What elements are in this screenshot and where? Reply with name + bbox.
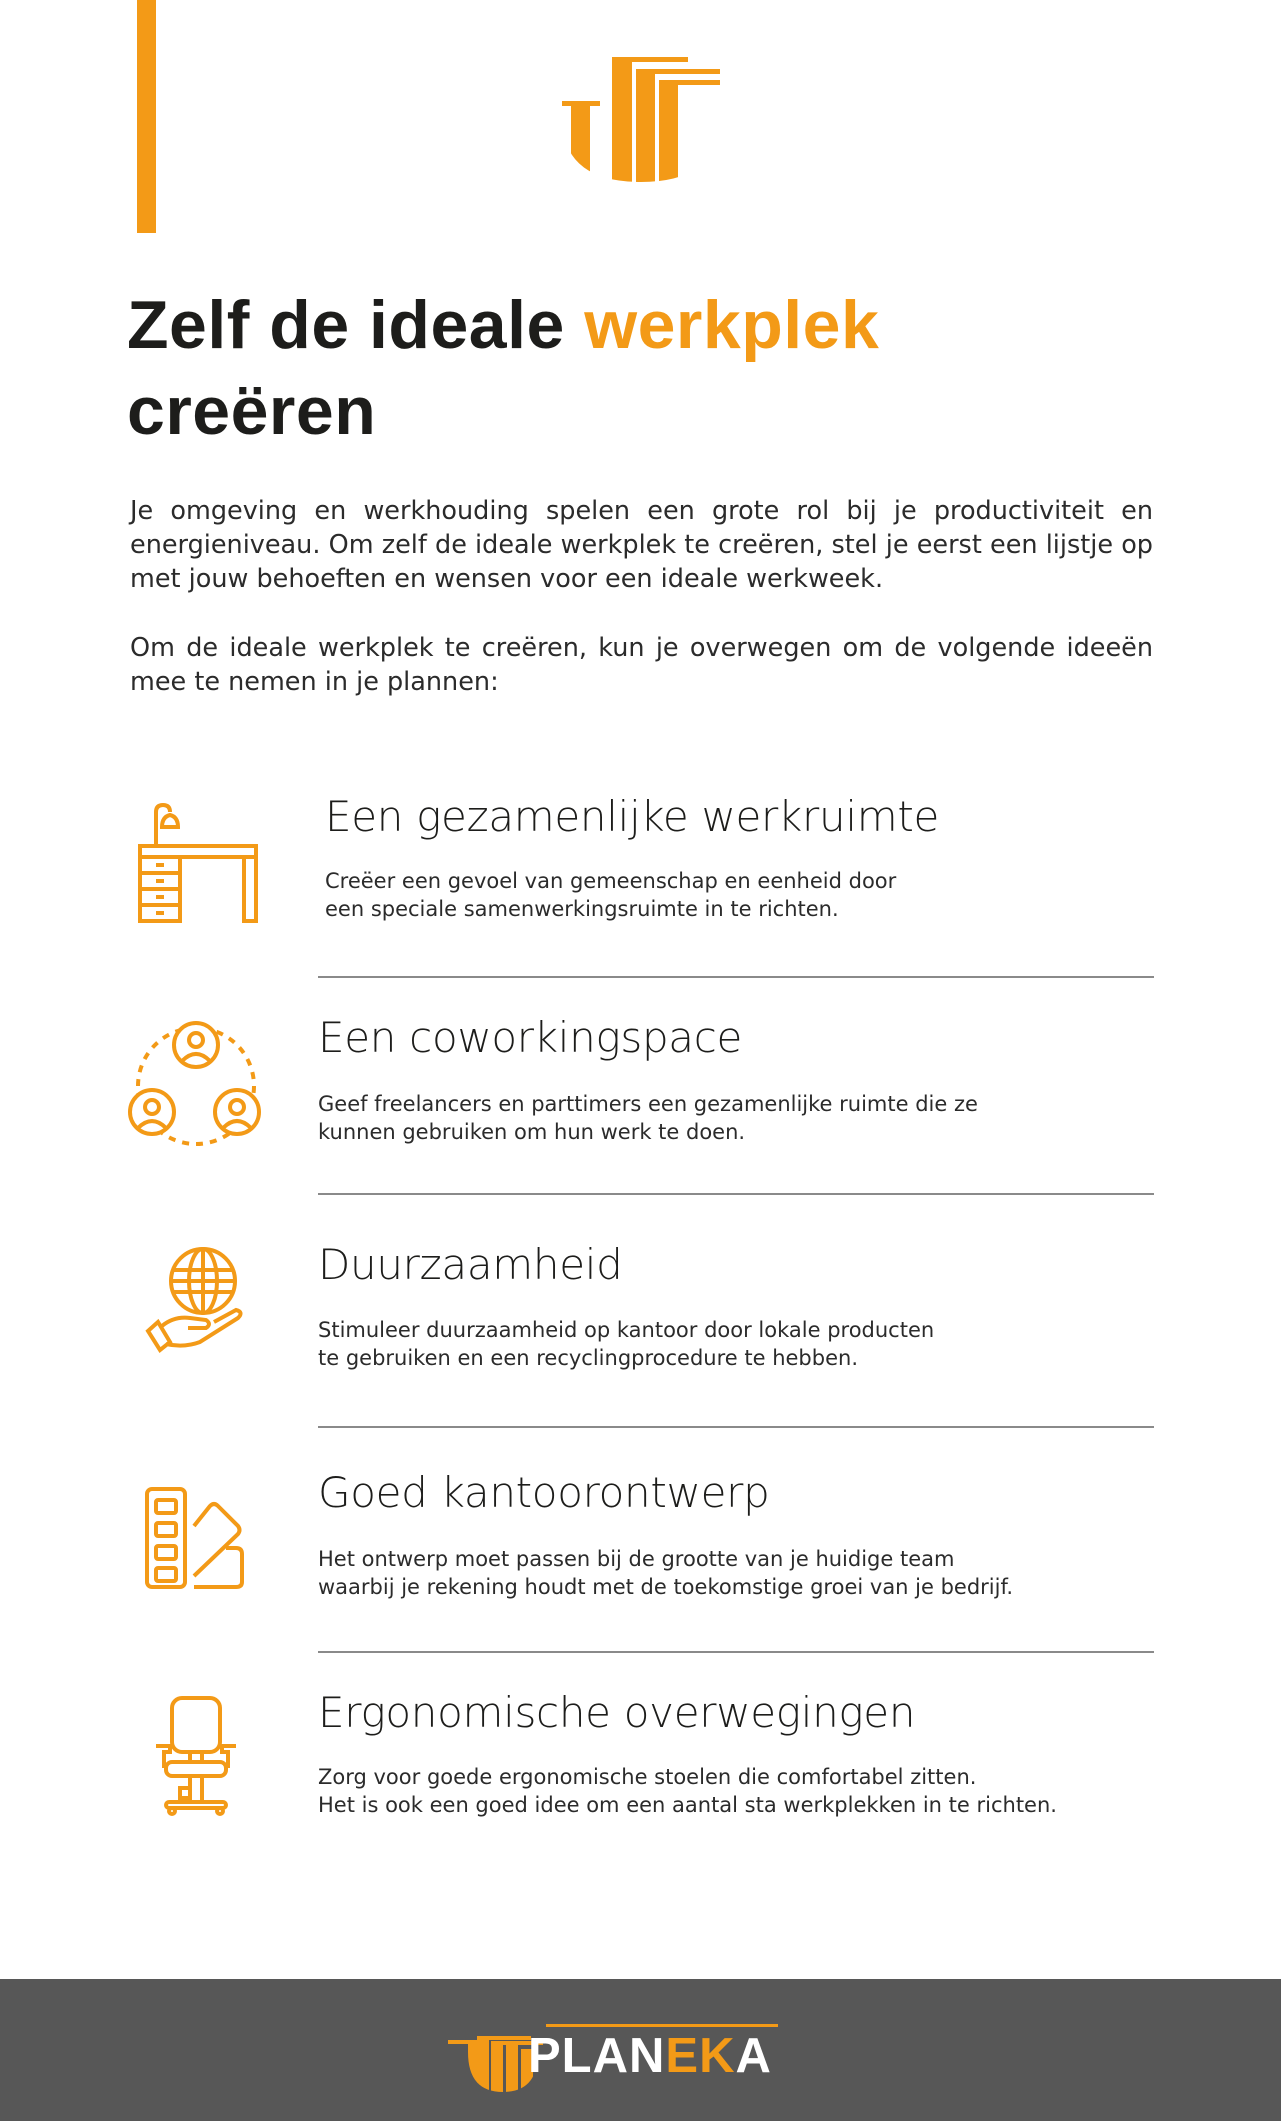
planeka-logo-icon <box>562 57 720 182</box>
item-description-line2: waarbij je rekening houdt met de toekomstige groei van je bedrijf. <box>318 1575 1014 1599</box>
title-line2: creëren <box>127 373 377 449</box>
item-heading: Goed kantoorontwerp <box>318 1468 770 1517</box>
item-description-line2: kunnen gebruiken om hun werk te doen. <box>318 1120 746 1144</box>
desk-icon <box>136 802 260 924</box>
title-line1: Zelf de ideale <box>127 287 585 363</box>
accent-bar <box>137 0 156 233</box>
item-description-line1: Stimuleer duurzaamheid op kantoor door lokale producten <box>318 1318 935 1342</box>
intro-paragraph-1: Je omgeving en werkhouding spelen een grote rol bij je productiviteit en energieniveau. Om zelf de ideale werkplek te creëren, stel je eerst een lijstje op met jouw behoeften en wensen voor een ideale werkweek. <box>130 496 1153 594</box>
item-heading: Duurzaamheid <box>318 1240 623 1289</box>
item-description-line1: Geef freelancers en parttimers een gezamenlijke ruimte die ze <box>318 1092 978 1116</box>
item-heading: Een gezamenlijke werkruimte <box>325 792 940 841</box>
item-description-line1: Creëer een gevoel van gemeenschap en eenheid door <box>325 869 897 893</box>
item-heading: Een coworkingspace <box>318 1013 743 1062</box>
brand-wordmark <box>528 2030 772 2082</box>
page-title <box>127 282 879 454</box>
office-chair-icon <box>152 1694 240 1816</box>
divider <box>318 1651 1154 1653</box>
divider <box>318 976 1154 978</box>
brand-part-2: A <box>735 2029 772 2083</box>
item-description-line2: Het is ook een goed idee om een aantal sta werkplekken in te richten. <box>318 1793 1057 1817</box>
item-description-line2: te gebruiken en een recyclingprocedure te hebben. <box>318 1346 859 1370</box>
brand-part-1: PLAN <box>528 2029 666 2083</box>
intro-paragraph-2: Om de ideale werkplek te creëren, kun je overwegen om de volgende ideeën mee te nemen in je plannen: <box>130 633 1153 697</box>
item-description-line2: een speciale samenwerkingsruimte in te richten. <box>325 897 839 921</box>
divider <box>318 1193 1154 1195</box>
color-palette-icon <box>144 1486 246 1590</box>
title-highlight: werkplek <box>584 287 880 363</box>
brand-highlight: EK <box>665 2029 736 2083</box>
item-heading: Ergonomische overwegingen <box>318 1688 916 1737</box>
coworking-people-icon <box>126 1019 266 1151</box>
globe-in-hand-icon <box>144 1246 246 1354</box>
item-description-line1: Zorg voor goede ergonomische stoelen die comfortabel zitten. <box>318 1765 977 1789</box>
item-description-line1: Het ontwerp moet passen bij de grootte van je huidige team <box>318 1547 955 1571</box>
divider <box>318 1426 1154 1428</box>
